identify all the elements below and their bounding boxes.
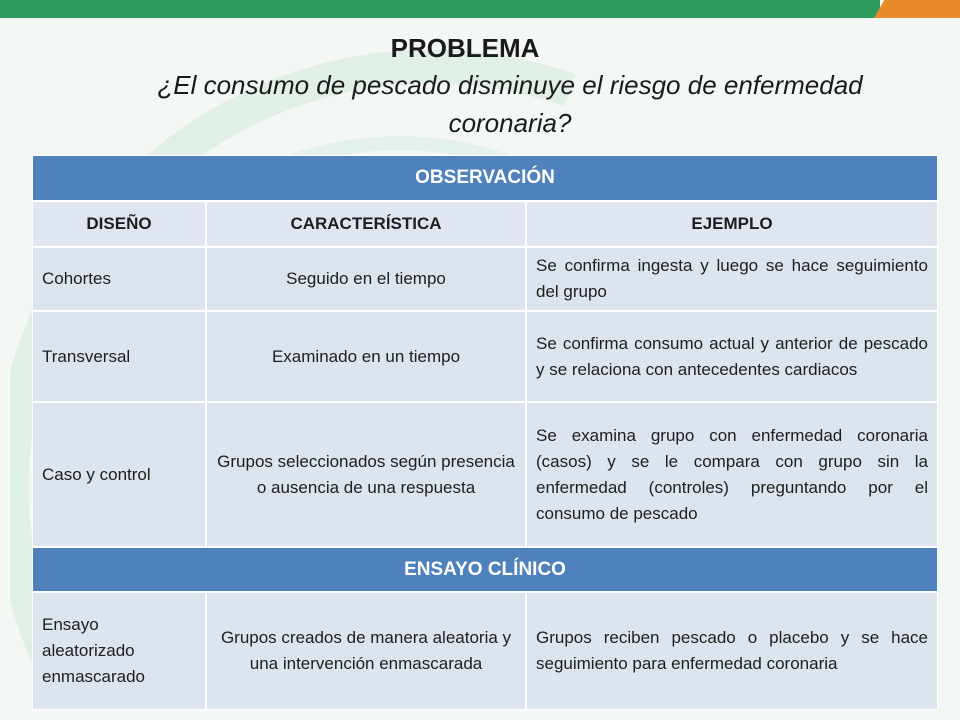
clinical-trial-section-header [32,547,938,592]
page-title: PROBLEMA [390,33,540,63]
observation-section-header [32,155,938,201]
title-block [0,30,960,142]
study-design-table [32,155,938,710]
example-cell: Se confirma ingesta y luego se hace seguimiento del grupo [526,247,938,311]
characteristic-cell: Grupos seleccionados según presencia o ausencia de una respuesta [206,402,526,547]
column-header-row [32,201,938,247]
characteristic-cell: Seguido en el tiempo [206,247,526,311]
table-row-cohortes [32,247,938,311]
design-cell: Ensayo aleatorizado enmascarado [32,592,206,710]
example-cell: Se examina grupo con enfermedad coronaria (casos) y se le compara con grupo sin la enfermedad (controles) preguntando por el consumo de pescado [526,402,938,547]
table-row-transversal [32,311,938,402]
top-accent-bar-green [0,0,880,18]
characteristic-cell: Examinado en un tiempo [206,311,526,402]
column-header-characteristic: CARACTERÍSTICA [206,201,526,247]
table-row-ensayo [32,592,938,710]
design-cell: Caso y control [32,402,206,547]
problem-question: ¿El consumo de pescado disminuye el riesgo de enfermedad coronaria? [157,70,863,138]
example-cell: Grupos reciben pescado o placebo y se hace seguimiento para enfermedad coronaria [526,592,938,710]
top-accent-bar-orange [874,0,960,18]
observation-section-title: OBSERVACIÓN [32,155,938,201]
table-row-caso-control [32,402,938,547]
column-header-example: EJEMPLO [526,201,938,247]
design-cell: Cohortes [32,247,206,311]
example-cell: Se confirma consumo actual y anterior de pescado y se relaciona con antecedentes cardiacos [526,311,938,402]
column-header-design: DISEÑO [32,201,206,247]
design-cell: Transversal [32,311,206,402]
clinical-trial-section-title: ENSAYO CLÍNICO [32,547,938,592]
characteristic-cell: Grupos creados de manera aleatoria y una intervención enmascarada [206,592,526,710]
